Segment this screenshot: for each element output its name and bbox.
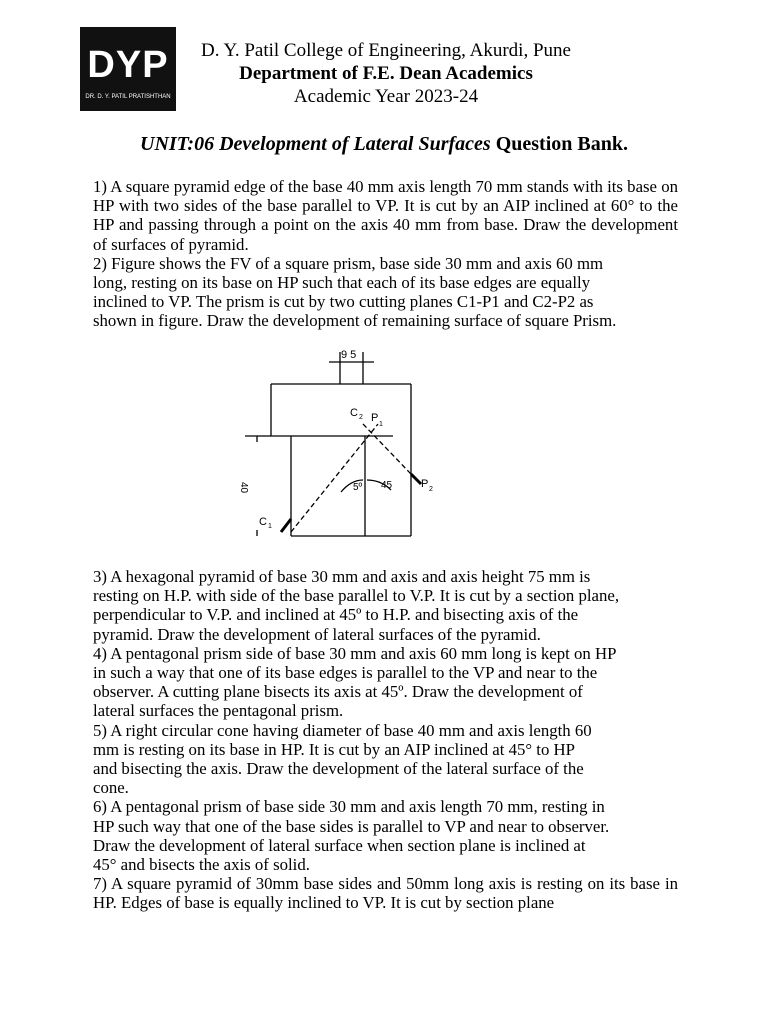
logo-subtitle: DR. D. Y. PATIL PRATISHTHAN <box>85 94 171 100</box>
prism-front-view-figure <box>233 344 443 544</box>
question-4-line: 4) A pentagonal prism side of base 30 mm and axis 60 mm long is kept on HP <box>93 643 617 663</box>
dim-label-side: 40 <box>238 482 249 494</box>
college-logo <box>80 27 176 111</box>
label-c2-sub: 2 <box>359 414 363 421</box>
unit-title <box>0 131 768 157</box>
question-5-line: 5) A right circular cone having diameter of base 40 mm and axis length 60 <box>93 720 592 740</box>
unit-title-italic: UNIT:06 Development of Lateral Surfaces <box>140 133 491 155</box>
label-c1: C <box>259 516 267 528</box>
cutting-plane-c2-p2 <box>363 424 411 474</box>
questions-block-top <box>93 177 678 331</box>
document-header <box>176 39 596 108</box>
question-3-line: resting on H.P. with side of the base parallel to V.P. It is cut by a section plane, <box>93 586 620 606</box>
unit-title-rest: Question Bank. <box>495 133 628 155</box>
dim-label-top: 9 5 <box>341 349 357 361</box>
label-p1-sub: 1 <box>379 421 383 428</box>
label-p2: P <box>421 478 429 490</box>
question-5 <box>93 721 678 798</box>
label-p2-sub: 2 <box>429 486 433 493</box>
question-2-line: long, resting on its base on HP such that each of its base edges are equally <box>93 273 591 293</box>
question-5-line: mm is resting on its base in HP. It is cut by an AIP inclined at 45° to HP <box>93 739 576 759</box>
question-2 <box>93 254 678 331</box>
question-2-line: shown in figure. Draw the development of remaining surface of square Prism. <box>93 311 617 331</box>
logo-mark: DYP <box>87 44 169 86</box>
question-4-line: lateral surfaces the pentagonal prism. <box>93 701 344 721</box>
question-1: 1) A square pyramid edge of the base 40 mm axis length 70 mm stands with its base on HP with two sides of the base parallel to VP. It is cut by an AIP inclined at 60° to the HP and passing through a point on the axis 40 mm from base. Draw the development of surfaces of pyramid. <box>93 177 678 254</box>
academic-year: Academic Year 2023-24 <box>293 86 479 107</box>
question-4 <box>93 644 678 721</box>
angle-label-left: 5º <box>353 482 363 493</box>
question-3-line: pyramid. Draw the development of lateral surfaces of the pyramid. <box>93 624 541 644</box>
question-7: 7) A square pyramid of 30mm base sides and 50mm long axis is resting on its base in HP. Edges of base is equally inclined to VP. It is cut by section plane <box>93 874 678 913</box>
cut-mark-c1 <box>281 519 291 532</box>
cut-mark-p2 <box>411 474 421 484</box>
college-name: D. Y. Patil College of Engineering, Akurdi, Pune <box>201 40 571 61</box>
question-6-line: 6) A pentagonal prism of base side 30 mm and axis length 70 mm, resting in <box>93 797 605 817</box>
question-3 <box>93 567 678 644</box>
question-6 <box>93 797 678 874</box>
question-4-line: in such a way that one of its base edges is parallel to the VP and near to the <box>93 663 598 683</box>
question-4-line: observer. A cutting plane bisects its axis at 45º. Draw the development of <box>93 682 583 702</box>
question-6-line: 45° and bisects the axis of solid. <box>93 855 310 875</box>
question-3-line: 3) A hexagonal pyramid of base 30 mm and axis and axis height 75 mm is <box>93 567 591 586</box>
question-3-line: perpendicular to V.P. and inclined at 45º to H.P. and bisecting axis of the <box>93 605 579 625</box>
questions-block-bottom <box>93 567 678 913</box>
question-5-line: and bisecting the axis. Draw the development of the lateral surface of the <box>93 759 584 779</box>
question-2-line: 2) Figure shows the FV of a square prism, base side 30 mm and axis 60 mm <box>93 253 604 273</box>
question-6-line: HP such way that one of the base sides is parallel to VP and near to observer. <box>93 816 610 836</box>
label-p1: P <box>371 412 379 424</box>
question-5-line: cone. <box>93 778 129 798</box>
question-2-line: inclined to VP. The prism is cut by two cutting planes C1-P1 and C2-P2 as <box>93 292 594 312</box>
department-name: Department of F.E. Dean Academics <box>239 63 533 84</box>
label-c2: C <box>350 407 358 419</box>
label-c1-sub: 1 <box>268 523 272 530</box>
angle-label-right: 45 <box>381 480 393 491</box>
question-6-line: Draw the development of lateral surface when section plane is inclined at <box>93 835 586 855</box>
